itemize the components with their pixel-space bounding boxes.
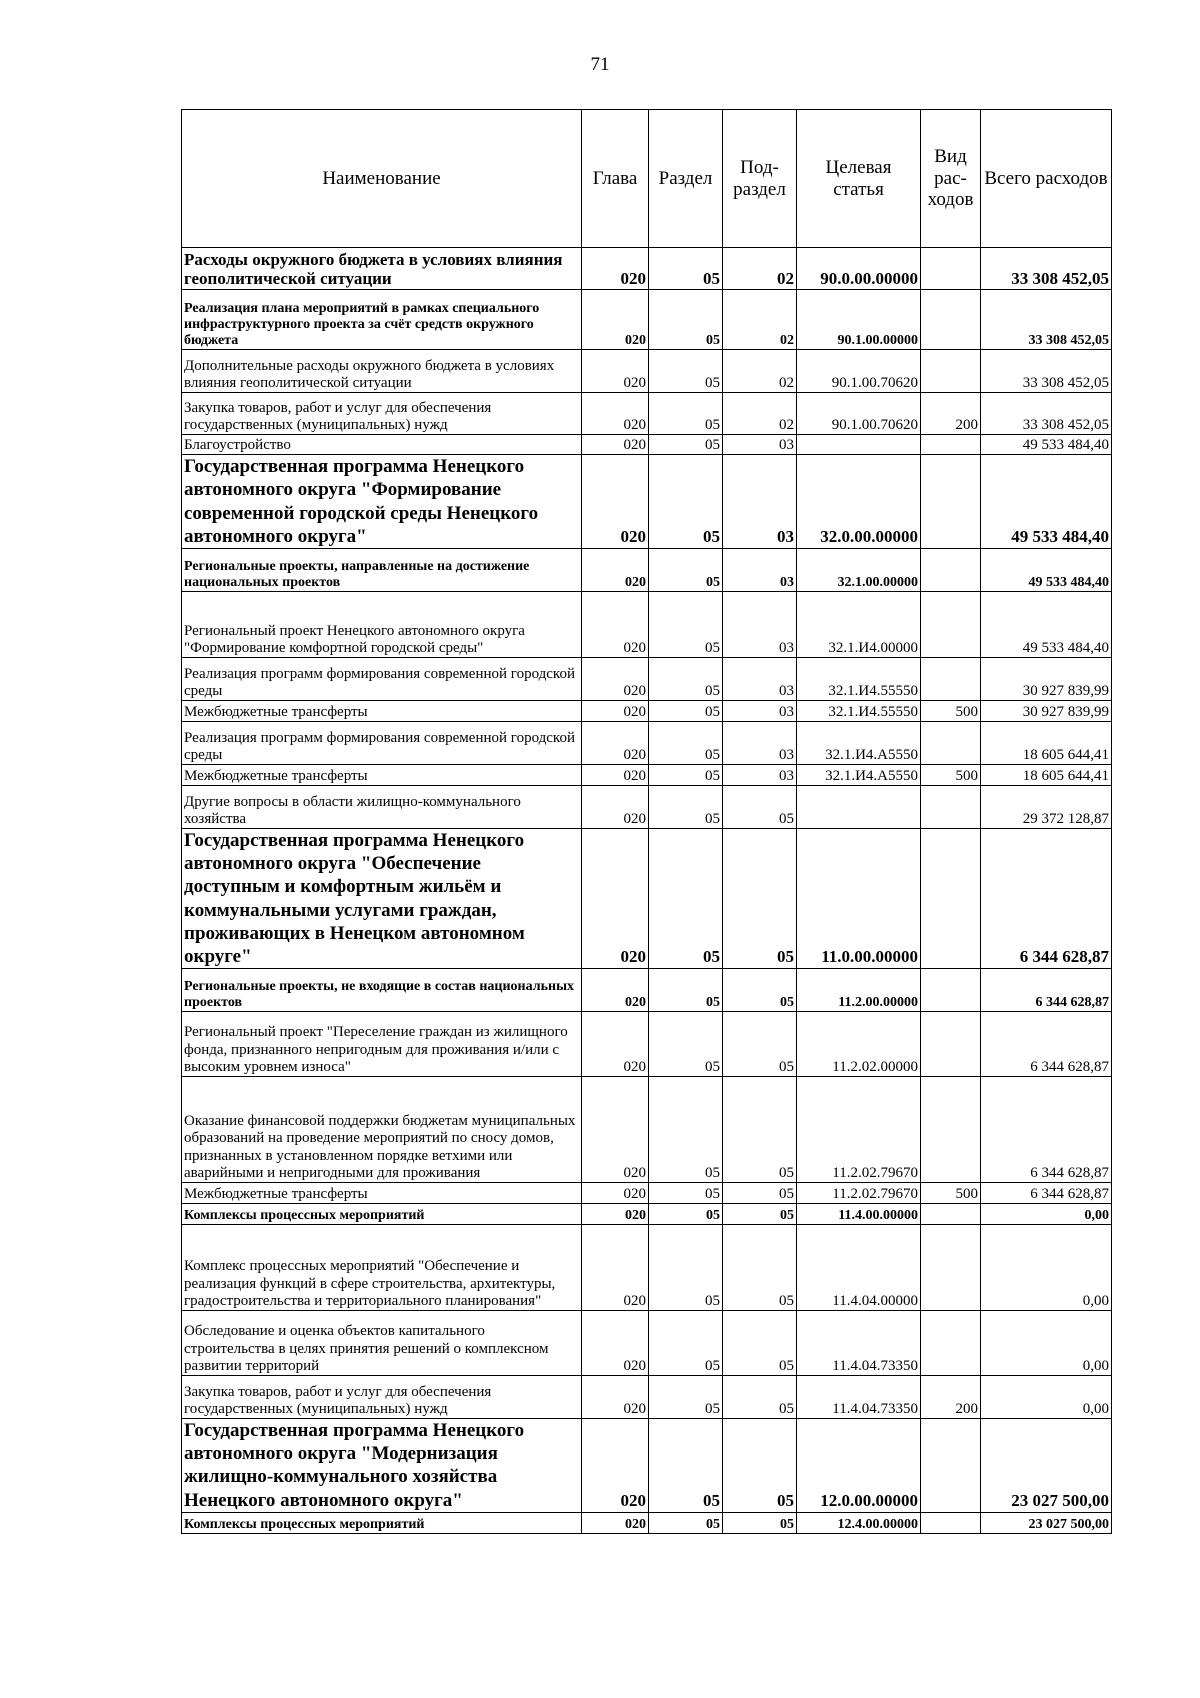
row-celevaya: 32.1.И4.55550 <box>797 701 921 722</box>
row-podrazdel: 03 <box>723 658 797 701</box>
row-total: 33 308 452,05 <box>981 248 1112 290</box>
row-podrazdel: 05 <box>723 1012 797 1077</box>
table-row <box>182 701 1112 722</box>
row-name: Межбюджетные трансферты <box>182 701 582 722</box>
row-total: 6 344 628,87 <box>981 829 1112 969</box>
header-glava: Глава <box>582 110 649 248</box>
row-razdel: 05 <box>649 1077 723 1183</box>
row-name: Региональный проект "Переселение граждан из жилищного фонда, признанного непригодным для проживания и/или с высоким уровнем износа" <box>182 1012 582 1077</box>
row-total: 30 927 839,99 <box>981 701 1112 722</box>
row-vid <box>921 1077 981 1183</box>
table-row <box>182 350 1112 393</box>
row-name: Региональные проекты, направленные на достижение национальных проектов <box>182 549 582 592</box>
row-celevaya: 12.4.00.00000 <box>797 1512 921 1533</box>
row-total: 33 308 452,05 <box>981 290 1112 350</box>
row-glava: 020 <box>582 1012 649 1077</box>
row-name: Закупка товаров, работ и услуг для обеспечения государственных (муниципальных) нужд <box>182 393 582 435</box>
row-name: Государственная программа Ненецкого автономного округа "Модернизация жилищно-коммунального хозяйства Ненецкого автономного округа" <box>182 1419 582 1513</box>
row-celevaya: 32.1.И4.А5550 <box>797 722 921 765</box>
row-name: Обследование и оценка объектов капитального строительства в целях принятия решений о комплексном развитии территорий <box>182 1311 582 1376</box>
row-vid: 200 <box>921 393 981 435</box>
table-row <box>182 1512 1112 1533</box>
row-celevaya <box>797 435 921 455</box>
row-vid <box>921 1204 981 1225</box>
table-row <box>182 765 1112 786</box>
table-row <box>182 658 1112 701</box>
row-glava: 020 <box>582 765 649 786</box>
row-razdel: 05 <box>649 658 723 701</box>
table-row <box>182 829 1112 969</box>
row-razdel: 05 <box>649 592 723 658</box>
row-razdel: 05 <box>649 1512 723 1533</box>
row-celevaya: 90.1.00.00000 <box>797 290 921 350</box>
row-celevaya: 11.4.00.00000 <box>797 1204 921 1225</box>
row-vid <box>921 435 981 455</box>
row-total: 0,00 <box>981 1204 1112 1225</box>
table-row <box>182 969 1112 1012</box>
row-glava: 020 <box>582 658 649 701</box>
header-razdel: Раздел <box>649 110 723 248</box>
row-vid <box>921 350 981 393</box>
row-name: Реализация программ формирования современной городской среды <box>182 658 582 701</box>
row-podrazdel: 03 <box>723 435 797 455</box>
row-vid <box>921 1311 981 1376</box>
row-razdel: 05 <box>649 765 723 786</box>
row-glava: 020 <box>582 1225 649 1311</box>
header-podrazdel: Под-раздел <box>723 110 797 248</box>
row-razdel: 05 <box>649 786 723 829</box>
row-name: Межбюджетные трансферты <box>182 765 582 786</box>
row-podrazdel: 05 <box>723 969 797 1012</box>
row-razdel: 05 <box>649 1311 723 1376</box>
row-razdel: 05 <box>649 1376 723 1419</box>
row-vid <box>921 290 981 350</box>
row-glava: 020 <box>582 1077 649 1183</box>
row-vid <box>921 658 981 701</box>
row-celevaya: 11.4.04.00000 <box>797 1225 921 1311</box>
row-glava: 020 <box>582 393 649 435</box>
table-row <box>182 1311 1112 1376</box>
row-razdel: 05 <box>649 1204 723 1225</box>
row-vid: 500 <box>921 765 981 786</box>
row-celevaya: 11.4.04.73350 <box>797 1376 921 1419</box>
row-name: Региональные проекты, не входящие в состав национальных проектов <box>182 969 582 1012</box>
row-glava: 020 <box>582 969 649 1012</box>
row-glava: 020 <box>582 455 649 549</box>
row-celevaya <box>797 786 921 829</box>
row-total: 18 605 644,41 <box>981 765 1112 786</box>
row-vid: 200 <box>921 1376 981 1419</box>
row-name: Закупка товаров, работ и услуг для обеспечения государственных (муниципальных) нужд <box>182 1376 582 1419</box>
row-vid <box>921 1012 981 1077</box>
row-vid: 500 <box>921 1183 981 1204</box>
row-razdel: 05 <box>649 290 723 350</box>
row-podrazdel: 02 <box>723 248 797 290</box>
row-vid <box>921 722 981 765</box>
row-vid <box>921 1512 981 1533</box>
page-number: 71 <box>590 54 610 75</box>
row-razdel: 05 <box>649 1419 723 1513</box>
row-glava: 020 <box>582 701 649 722</box>
row-celevaya: 32.1.И4.55550 <box>797 658 921 701</box>
row-name: Благоустройство <box>182 435 582 455</box>
row-celevaya: 32.1.00.00000 <box>797 549 921 592</box>
row-name: Другие вопросы в области жилищно-коммунального хозяйства <box>182 786 582 829</box>
row-razdel: 05 <box>649 701 723 722</box>
table-row <box>182 1225 1112 1311</box>
row-razdel: 05 <box>649 969 723 1012</box>
row-total: 0,00 <box>981 1225 1112 1311</box>
row-podrazdel: 05 <box>723 786 797 829</box>
table-header-row <box>182 110 1112 248</box>
table-row <box>182 1012 1112 1077</box>
table-row <box>182 393 1112 435</box>
row-glava: 020 <box>582 290 649 350</box>
table-row <box>182 455 1112 549</box>
table-row <box>182 435 1112 455</box>
row-celevaya: 11.2.00.00000 <box>797 969 921 1012</box>
row-podrazdel: 02 <box>723 393 797 435</box>
row-celevaya: 12.0.00.00000 <box>797 1419 921 1513</box>
table-row <box>182 290 1112 350</box>
row-celevaya: 11.2.02.00000 <box>797 1012 921 1077</box>
row-razdel: 05 <box>649 248 723 290</box>
row-glava: 020 <box>582 829 649 969</box>
row-name: Комплексы процессных мероприятий <box>182 1204 582 1225</box>
row-name: Дополнительные расходы окружного бюджета в условиях влияния геополитической ситуации <box>182 350 582 393</box>
row-razdel: 05 <box>649 1012 723 1077</box>
row-total: 18 605 644,41 <box>981 722 1112 765</box>
row-celevaya: 11.0.00.00000 <box>797 829 921 969</box>
row-vid <box>921 1419 981 1513</box>
header-celevaya: Целевая статья <box>797 110 921 248</box>
row-glava: 020 <box>582 786 649 829</box>
table-row <box>182 1204 1112 1225</box>
row-celevaya: 32.1.И4.А5550 <box>797 765 921 786</box>
row-total: 49 533 484,40 <box>981 435 1112 455</box>
row-glava: 020 <box>582 1419 649 1513</box>
row-razdel: 05 <box>649 393 723 435</box>
table-row <box>182 722 1112 765</box>
row-podrazdel: 05 <box>723 1512 797 1533</box>
row-vid <box>921 969 981 1012</box>
row-name: Комплексы процессных мероприятий <box>182 1512 582 1533</box>
row-total: 49 533 484,40 <box>981 592 1112 658</box>
row-glava: 020 <box>582 549 649 592</box>
header-vid: Вид рас-ходов <box>921 110 981 248</box>
row-podrazdel: 03 <box>723 722 797 765</box>
row-glava: 020 <box>582 1311 649 1376</box>
row-total: 0,00 <box>981 1311 1112 1376</box>
table-row <box>182 248 1112 290</box>
row-vid <box>921 592 981 658</box>
row-name: Комплекс процессных мероприятий "Обеспечение и реализация функций в сфере строительства, архитектуры, градостроительства и территориального планирования" <box>182 1225 582 1311</box>
row-total: 6 344 628,87 <box>981 1012 1112 1077</box>
row-podrazdel: 03 <box>723 765 797 786</box>
row-vid <box>921 455 981 549</box>
row-podrazdel: 05 <box>723 1204 797 1225</box>
row-name: Государственная программа Ненецкого автономного округа "Формирование современной городской среды Ненецкого автономного округа" <box>182 455 582 549</box>
row-glava: 020 <box>582 722 649 765</box>
row-podrazdel: 05 <box>723 1419 797 1513</box>
row-podrazdel: 03 <box>723 549 797 592</box>
row-total: 33 308 452,05 <box>981 350 1112 393</box>
row-name: Реализация программ формирования современной городской среды <box>182 722 582 765</box>
row-vid <box>921 549 981 592</box>
row-total: 23 027 500,00 <box>981 1512 1112 1533</box>
row-vid <box>921 829 981 969</box>
row-glava: 020 <box>582 435 649 455</box>
row-total: 49 533 484,40 <box>981 455 1112 549</box>
row-celevaya: 32.0.00.00000 <box>797 455 921 549</box>
table-row <box>182 1419 1112 1513</box>
row-name: Расходы окружного бюджета в условиях влияния геополитической ситуации <box>182 248 582 290</box>
row-total: 33 308 452,05 <box>981 393 1112 435</box>
row-razdel: 05 <box>649 549 723 592</box>
row-razdel: 05 <box>649 829 723 969</box>
row-glava: 020 <box>582 350 649 393</box>
row-celevaya: 90.1.00.70620 <box>797 350 921 393</box>
row-celevaya: 11.4.04.73350 <box>797 1311 921 1376</box>
row-glava: 020 <box>582 1183 649 1204</box>
row-podrazdel: 05 <box>723 1183 797 1204</box>
row-razdel: 05 <box>649 1225 723 1311</box>
header-name: Наименование <box>182 110 582 248</box>
row-total: 0,00 <box>981 1376 1112 1419</box>
row-vid: 500 <box>921 701 981 722</box>
row-name: Межбюджетные трансферты <box>182 1183 582 1204</box>
row-glava: 020 <box>582 592 649 658</box>
row-celevaya: 11.2.02.79670 <box>797 1183 921 1204</box>
row-glava: 020 <box>582 1376 649 1419</box>
row-total: 23 027 500,00 <box>981 1419 1112 1513</box>
row-podrazdel: 02 <box>723 290 797 350</box>
row-glava: 020 <box>582 1204 649 1225</box>
row-glava: 020 <box>582 248 649 290</box>
row-razdel: 05 <box>649 435 723 455</box>
table-row <box>182 1077 1112 1183</box>
budget-table <box>181 109 1112 1534</box>
row-name: Реализация плана мероприятий в рамках специального инфраструктурного проекта за счёт средств окружного бюджета <box>182 290 582 350</box>
row-podrazdel: 05 <box>723 1077 797 1183</box>
row-podrazdel: 03 <box>723 455 797 549</box>
row-podrazdel: 05 <box>723 829 797 969</box>
row-podrazdel: 03 <box>723 701 797 722</box>
row-podrazdel: 05 <box>723 1376 797 1419</box>
row-total: 30 927 839,99 <box>981 658 1112 701</box>
row-razdel: 05 <box>649 1183 723 1204</box>
row-total: 6 344 628,87 <box>981 1183 1112 1204</box>
row-vid <box>921 786 981 829</box>
header-total: Всего расходов <box>981 110 1112 248</box>
row-total: 6 344 628,87 <box>981 969 1112 1012</box>
row-total: 6 344 628,87 <box>981 1077 1112 1183</box>
row-vid <box>921 248 981 290</box>
row-celevaya: 90.1.00.70620 <box>797 393 921 435</box>
row-name: Региональный проект Ненецкого автономного округа "Формирование комфортной городской среды" <box>182 592 582 658</box>
row-celevaya: 32.1.И4.00000 <box>797 592 921 658</box>
row-celevaya: 90.0.00.00000 <box>797 248 921 290</box>
row-podrazdel: 02 <box>723 350 797 393</box>
row-razdel: 05 <box>649 722 723 765</box>
row-total: 49 533 484,40 <box>981 549 1112 592</box>
row-podrazdel: 05 <box>723 1225 797 1311</box>
table-row <box>182 549 1112 592</box>
row-glava: 020 <box>582 1512 649 1533</box>
table-row <box>182 786 1112 829</box>
row-celevaya: 11.2.02.79670 <box>797 1077 921 1183</box>
row-razdel: 05 <box>649 455 723 549</box>
row-vid <box>921 1225 981 1311</box>
row-name: Государственная программа Ненецкого автономного округа "Обеспечение доступным и комфортным жильём и коммунальными услугами граждан, проживающих в Ненецком автономном округе" <box>182 829 582 969</box>
table-row <box>182 1183 1112 1204</box>
table-row <box>182 1376 1112 1419</box>
row-razdel: 05 <box>649 350 723 393</box>
row-total: 29 372 128,87 <box>981 786 1112 829</box>
row-podrazdel: 05 <box>723 1311 797 1376</box>
row-name: Оказание финансовой поддержки бюджетам муниципальных образований на проведение мероприятий по сносу домов, признанных в установленном порядке ветхими или аварийными и непригодными для проживания <box>182 1077 582 1183</box>
table-row <box>182 592 1112 658</box>
row-podrazdel: 03 <box>723 592 797 658</box>
